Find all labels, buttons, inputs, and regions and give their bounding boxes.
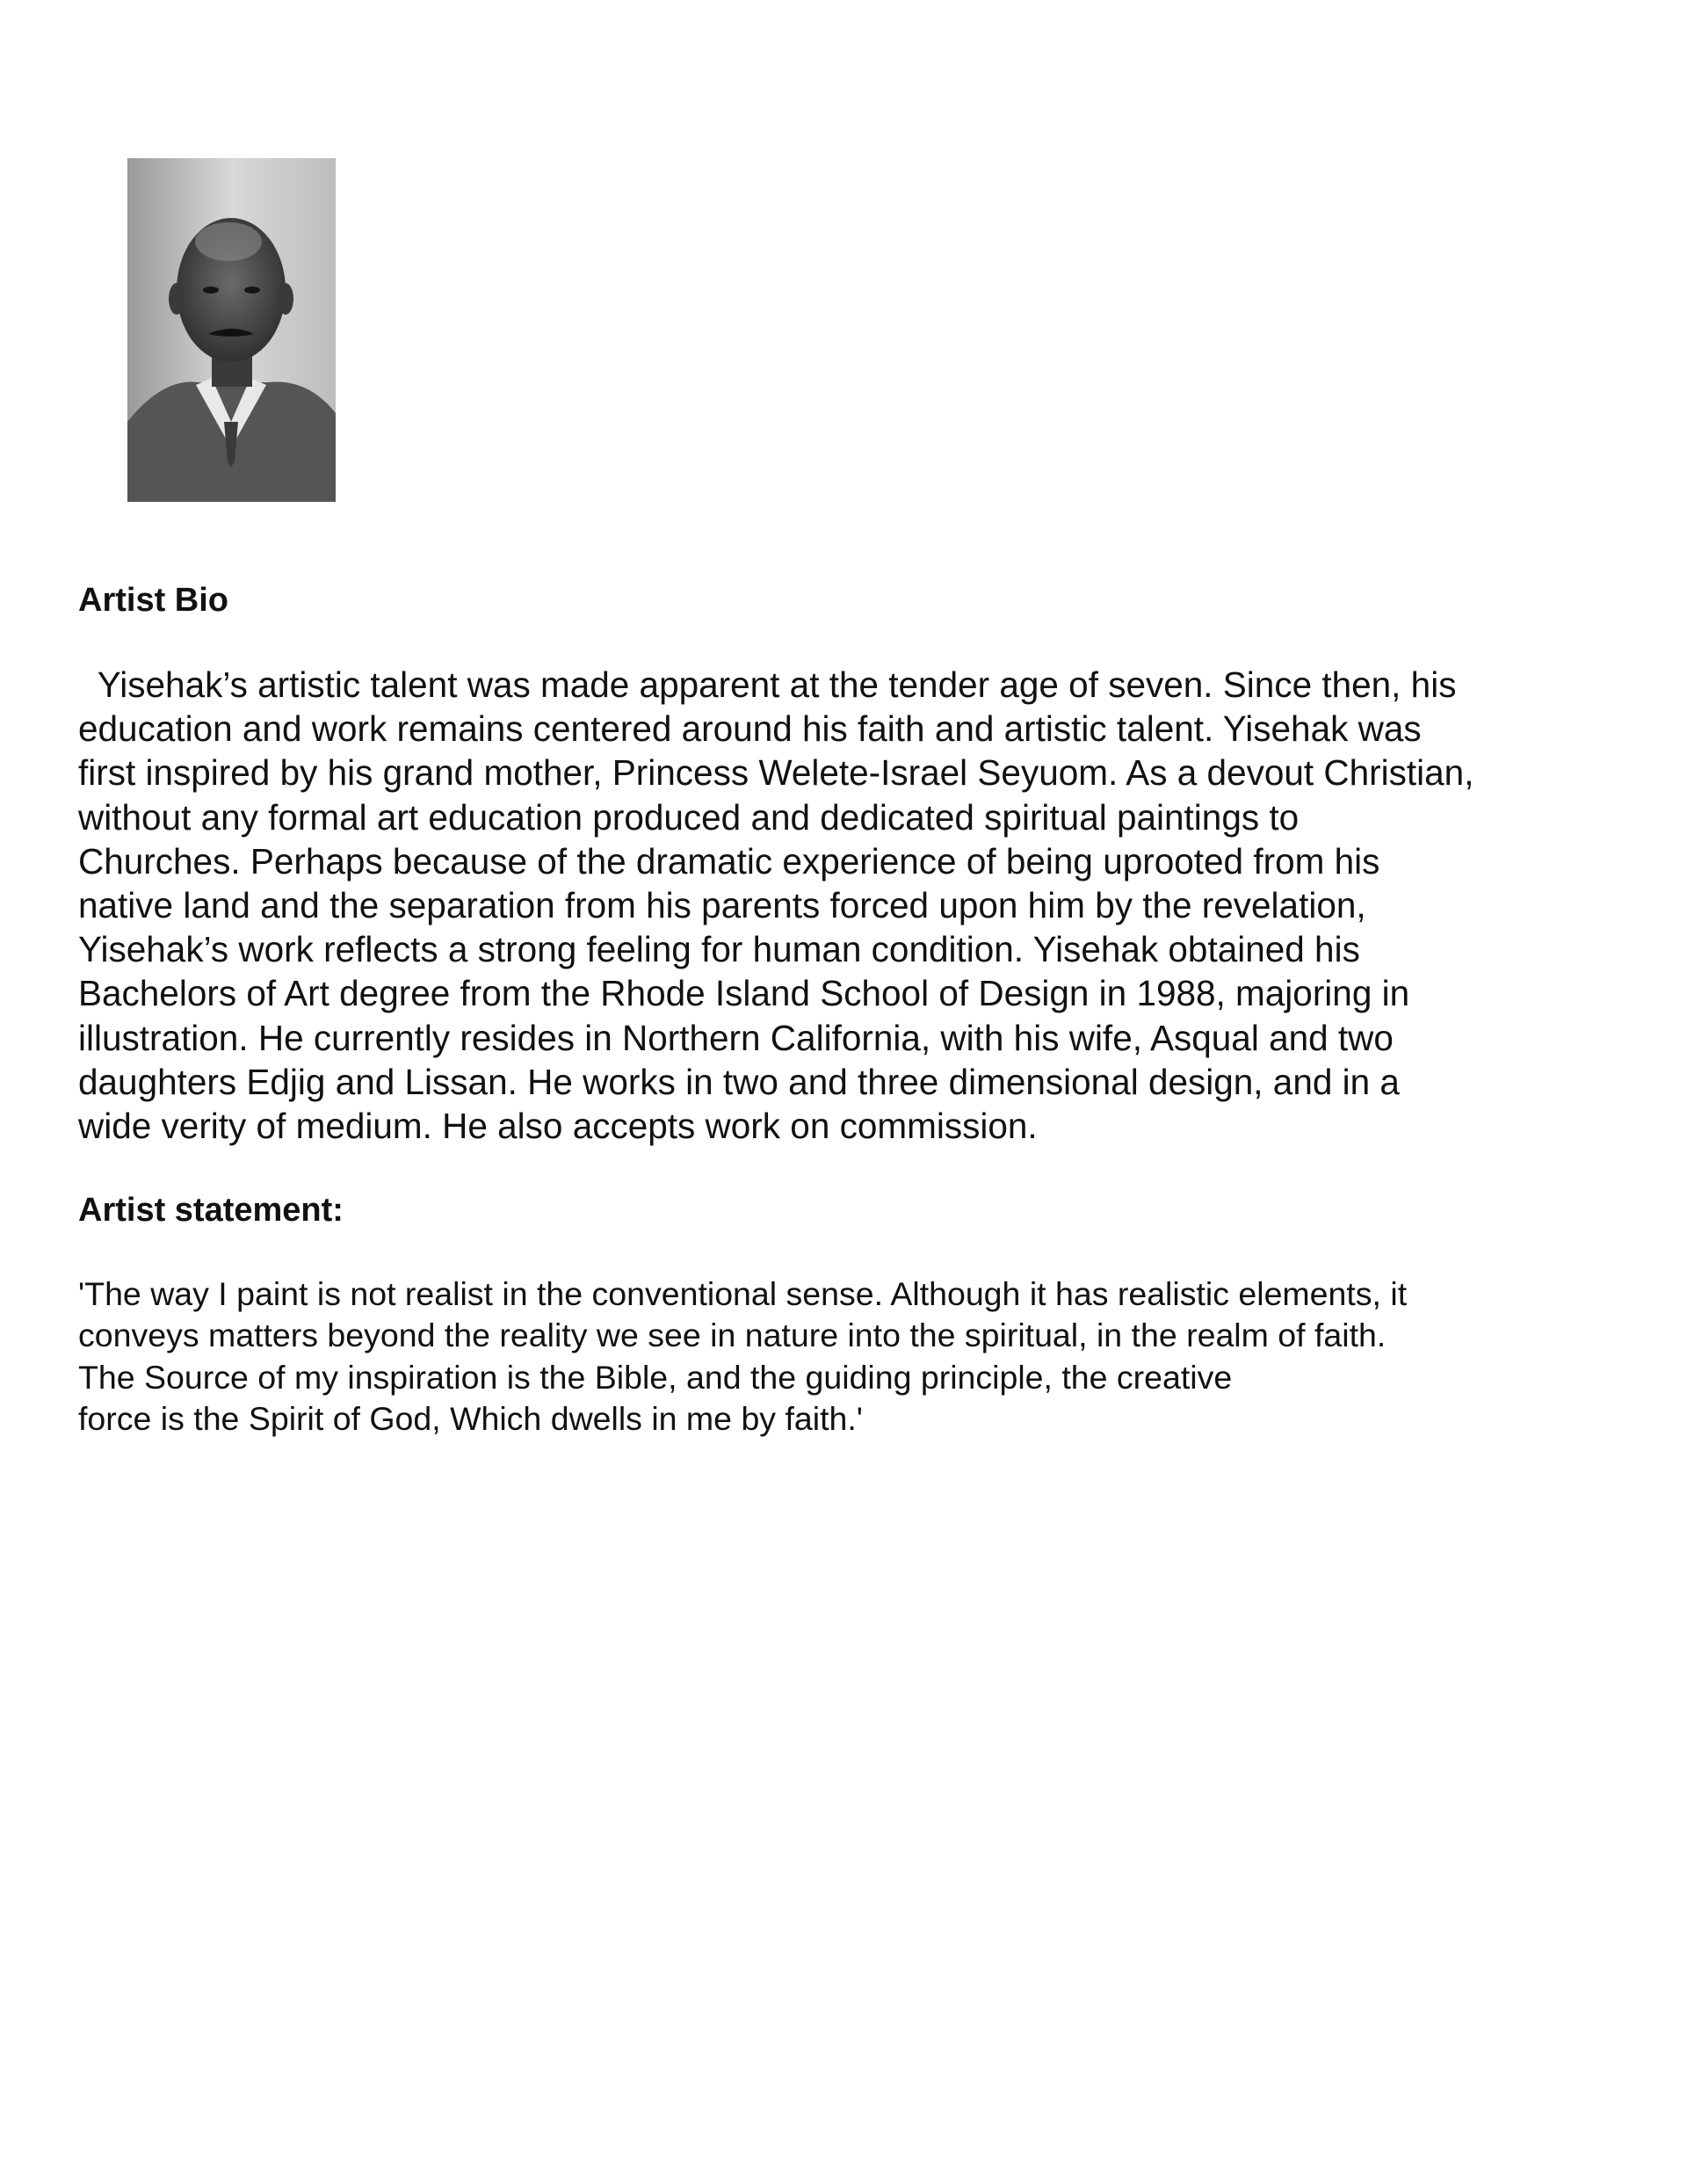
portrait-image-icon [127, 158, 336, 502]
statement-line: The Source of my inspiration is the Bible, and the guiding principle, the creative [78, 1358, 1233, 1396]
bio-line: without any formal art education produced and dedicated spiritual paintings to [78, 796, 1300, 838]
artist-bio-heading: Artist Bio [78, 582, 228, 619]
artist-statement-heading: Artist statement: [78, 1192, 344, 1229]
bio-line: Bachelors of Art degree from the Rhode Island School of Design in 1988, majoring in [78, 973, 1410, 1014]
statement-line: 'The way I paint is not realist in the conventional sense. Although it has realistic elements, it [78, 1275, 1408, 1312]
statement-line: conveys matters beyond the reality we see in nature into the spiritual, in the realm of faith. [78, 1317, 1387, 1354]
artist-bio-text [78, 663, 1625, 1148]
bio-line: first inspired by his grand mother, Princess Welete-Israel Seyuom. As a devout Christian, [78, 752, 1474, 794]
bio-line: Churches. Perhaps because of the dramatic experience of being uprooted from his [78, 840, 1380, 882]
bio-line: Yisehak’s artistic talent was made apparent at the tender age of seven. Since then, his [78, 664, 1457, 705]
artist-portrait-photo [127, 158, 336, 502]
bio-line: education and work remains centered around his faith and artistic talent. Yisehak was [78, 708, 1422, 750]
bio-line: illustration. He currently resides in Northern California, with his wife, Asqual and two [78, 1017, 1394, 1058]
statement-line: force is the Spirit of God, Which dwells in me by faith.' [78, 1399, 863, 1437]
bio-line: wide verity of medium. He also accepts work on commission. [78, 1106, 1038, 1147]
bio-line: daughters Edjig and Lissan. He works in two and three dimensional design, and in a [78, 1061, 1400, 1102]
artist-statement-text [78, 1273, 1625, 1440]
bio-line: Yisehak’s work reflects a strong feeling for human condition. Yisehak obtained his [78, 929, 1360, 970]
bio-line: native land and the separation from his parents forced upon him by the revelation, [78, 885, 1366, 926]
